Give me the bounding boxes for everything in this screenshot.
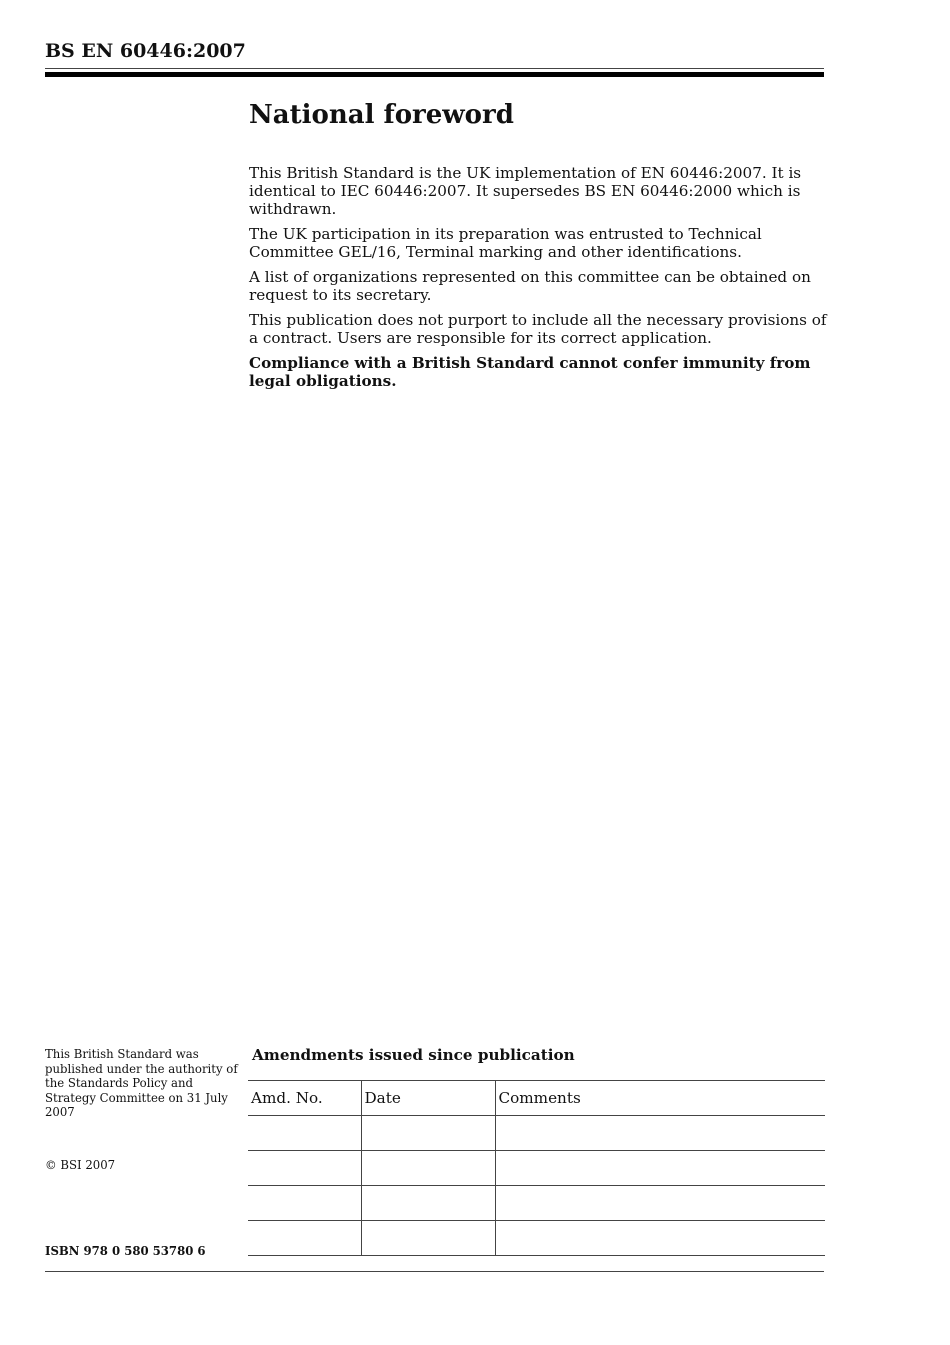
table-header-row <box>248 1081 825 1116</box>
table-row <box>248 1151 825 1186</box>
column-header-comments: Comments <box>495 1081 825 1116</box>
table-row <box>248 1116 825 1151</box>
table-cell <box>248 1116 361 1151</box>
table-cell <box>361 1116 495 1151</box>
document-number: BS EN 60446:2007 <box>45 40 246 62</box>
foreword-body <box>249 164 827 397</box>
paragraph-contract: This publication does not purport to include all the necessary provisions of a contract. Users are responsible for its correct application. <box>249 311 827 347</box>
table-cell <box>495 1116 825 1151</box>
page-title: National foreword <box>249 100 514 130</box>
copyright-notice: © BSI 2007 <box>45 1158 116 1172</box>
footer-rule <box>45 1271 824 1272</box>
paragraph-compliance: Compliance with a British Standard cannot confer immunity from legal obligations. <box>249 354 811 390</box>
table-cell <box>361 1151 495 1186</box>
amendments-title: Amendments issued since publication <box>252 1046 575 1064</box>
table-cell <box>248 1221 361 1256</box>
table-cell <box>495 1221 825 1256</box>
isbn: ISBN 978 0 580 53780 6 <box>45 1244 206 1258</box>
table-cell <box>361 1221 495 1256</box>
table-row <box>248 1186 825 1221</box>
table-cell <box>361 1186 495 1221</box>
column-header-amd-no: Amd. No. <box>248 1081 361 1116</box>
table-cell <box>495 1186 825 1221</box>
table-cell <box>248 1186 361 1221</box>
paragraph-organizations: A list of organizations represented on this committee can be obtained on request to its secretary. <box>249 268 811 304</box>
column-header-date: Date <box>361 1081 495 1116</box>
header-rule-thin <box>45 68 824 69</box>
table-cell <box>248 1151 361 1186</box>
header-rule-thick <box>45 72 824 77</box>
publication-note: This British Standard was published under the authority of the Standards Policy and Strategy Committee on 31 July 2007 <box>45 1047 238 1119</box>
table-cell <box>495 1151 825 1186</box>
paragraph-implementation: This British Standard is the UK implementation of EN 60446:2007. It is identical to IEC 60446:2007. It supersedes BS EN 60446:2000 which is withdrawn. <box>249 164 802 218</box>
amendments-table <box>248 1080 825 1256</box>
table-row <box>248 1221 825 1256</box>
paragraph-committee: The UK participation in its preparation was entrusted to Technical Committee GEL/16, Terminal marking and other identifications. <box>249 225 762 261</box>
